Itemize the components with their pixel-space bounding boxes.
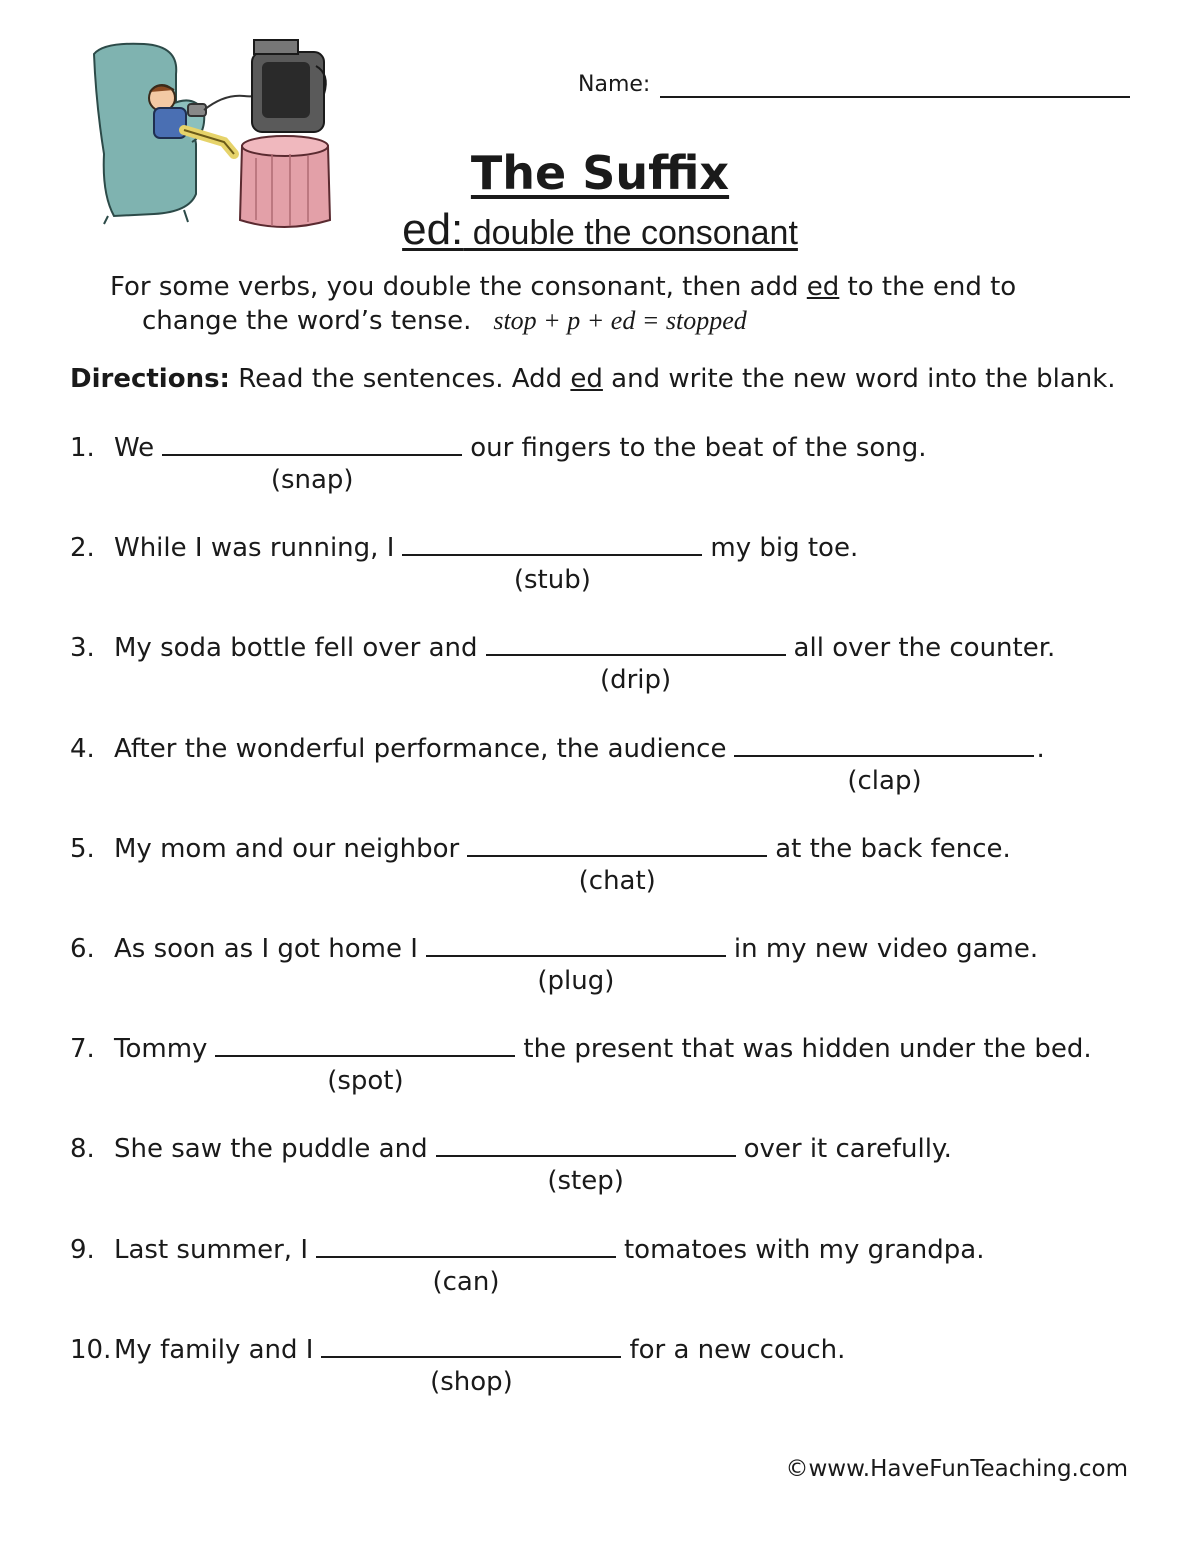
base-word-hint: (can) — [432, 1266, 500, 1297]
base-word-hint: (step) — [547, 1166, 624, 1197]
answer-blank[interactable] — [321, 1332, 621, 1358]
question-number: 8. — [70, 1134, 95, 1165]
question-text-before: Tommy — [114, 1034, 208, 1065]
question-item — [70, 931, 1038, 964]
question-text-before: My mom and our neighbor — [114, 833, 460, 864]
answer-blank[interactable] — [162, 430, 462, 456]
question-item — [70, 1131, 952, 1164]
directions-ed: ed — [570, 364, 603, 394]
intro-line-2: change the word’s tense. stop + p + ed = stopped — [142, 306, 747, 336]
question-item — [70, 1232, 984, 1265]
question-text-before: While I was running, I — [114, 533, 395, 564]
question-text-before: After the wonderful performance, the audience — [114, 733, 727, 764]
answer-blank[interactable] — [734, 731, 1034, 757]
question-text-before: Last summer, I — [114, 1234, 308, 1265]
intro-paragraph — [110, 270, 1016, 338]
answer-blank[interactable] — [215, 1031, 515, 1057]
question-number: 5. — [70, 833, 95, 864]
directions-label: Directions: — [70, 364, 230, 394]
question-text-before: My soda bottle fell over and — [114, 633, 478, 664]
intro-ed: ed — [806, 272, 840, 302]
question-text-after: . — [1036, 733, 1045, 764]
subtitle-suffix: ed: — [402, 205, 464, 254]
answer-blank[interactable] — [486, 630, 786, 656]
base-word-hint: (chat) — [578, 865, 656, 896]
question-text-after: at the back fence. — [775, 833, 1011, 864]
answer-blank[interactable] — [467, 831, 767, 857]
question-item — [70, 831, 1011, 864]
question-number: 4. — [70, 733, 95, 764]
question-text-before: As soon as I got home I — [114, 934, 418, 964]
base-word-hint: (plug) — [537, 966, 615, 996]
worksheet-subtitle — [0, 205, 1200, 255]
question-text-after: our fingers to the beat of the song. — [470, 433, 927, 463]
name-label: Name: — [578, 72, 651, 97]
question-number: 10. — [70, 1334, 112, 1365]
copyright-footer: ©www.HaveFunTeaching.com — [785, 1456, 1128, 1482]
intro-line-1: For some verbs, you double the consonant, then add ed to the end to — [110, 272, 1017, 302]
kid-gaming-clipart — [84, 34, 334, 234]
base-word-hint: (shop) — [430, 1366, 513, 1397]
question-number: 6. — [70, 934, 95, 964]
question-number: 3. — [70, 633, 95, 664]
question-number: 1. — [70, 433, 95, 463]
base-word-hint: (snap) — [270, 465, 354, 495]
question-item — [70, 630, 1055, 663]
question-number: 9. — [70, 1234, 95, 1265]
answer-blank[interactable] — [316, 1232, 616, 1258]
question-item — [70, 1332, 845, 1365]
question-text-after: for a new couch. — [629, 1334, 846, 1365]
question-item — [70, 530, 858, 563]
question-text-before: She saw the puddle and — [114, 1134, 428, 1165]
question-item — [70, 430, 927, 463]
question-item — [70, 1031, 1092, 1064]
question-text-after: over it carefully. — [743, 1134, 952, 1165]
question-text-before: My family and I — [114, 1334, 314, 1365]
question-text-after: my big toe. — [710, 533, 859, 564]
question-text-after: in my new video game. — [733, 934, 1039, 964]
base-word-hint: (stub) — [513, 565, 591, 596]
question-number: 7. — [70, 1034, 95, 1065]
question-number: 2. — [70, 533, 95, 564]
worksheet-title: The Suffix — [470, 146, 730, 200]
answer-blank[interactable] — [426, 931, 726, 957]
question-text-after: tomatoes with my grandpa. — [623, 1234, 985, 1265]
answer-blank[interactable] — [402, 530, 702, 556]
question-text-after: all over the counter. — [793, 633, 1056, 664]
subtitle-rest: double the consonant — [463, 214, 798, 252]
base-word-hint: (clap) — [847, 765, 922, 796]
intro-formula: stop + p + ed = stopped — [493, 306, 747, 335]
question-text-before: We — [114, 433, 155, 463]
question-item — [70, 731, 1045, 764]
name-input-line[interactable] — [660, 96, 1130, 98]
base-word-hint: (drip) — [599, 665, 672, 696]
base-word-hint: (spot) — [327, 1066, 404, 1097]
question-text-after: the present that was hidden under the bed. — [523, 1034, 1092, 1065]
answer-blank[interactable] — [436, 1131, 736, 1157]
directions: Directions: Read the sentences. Add ed and write the new word into the blank. — [70, 364, 1116, 394]
